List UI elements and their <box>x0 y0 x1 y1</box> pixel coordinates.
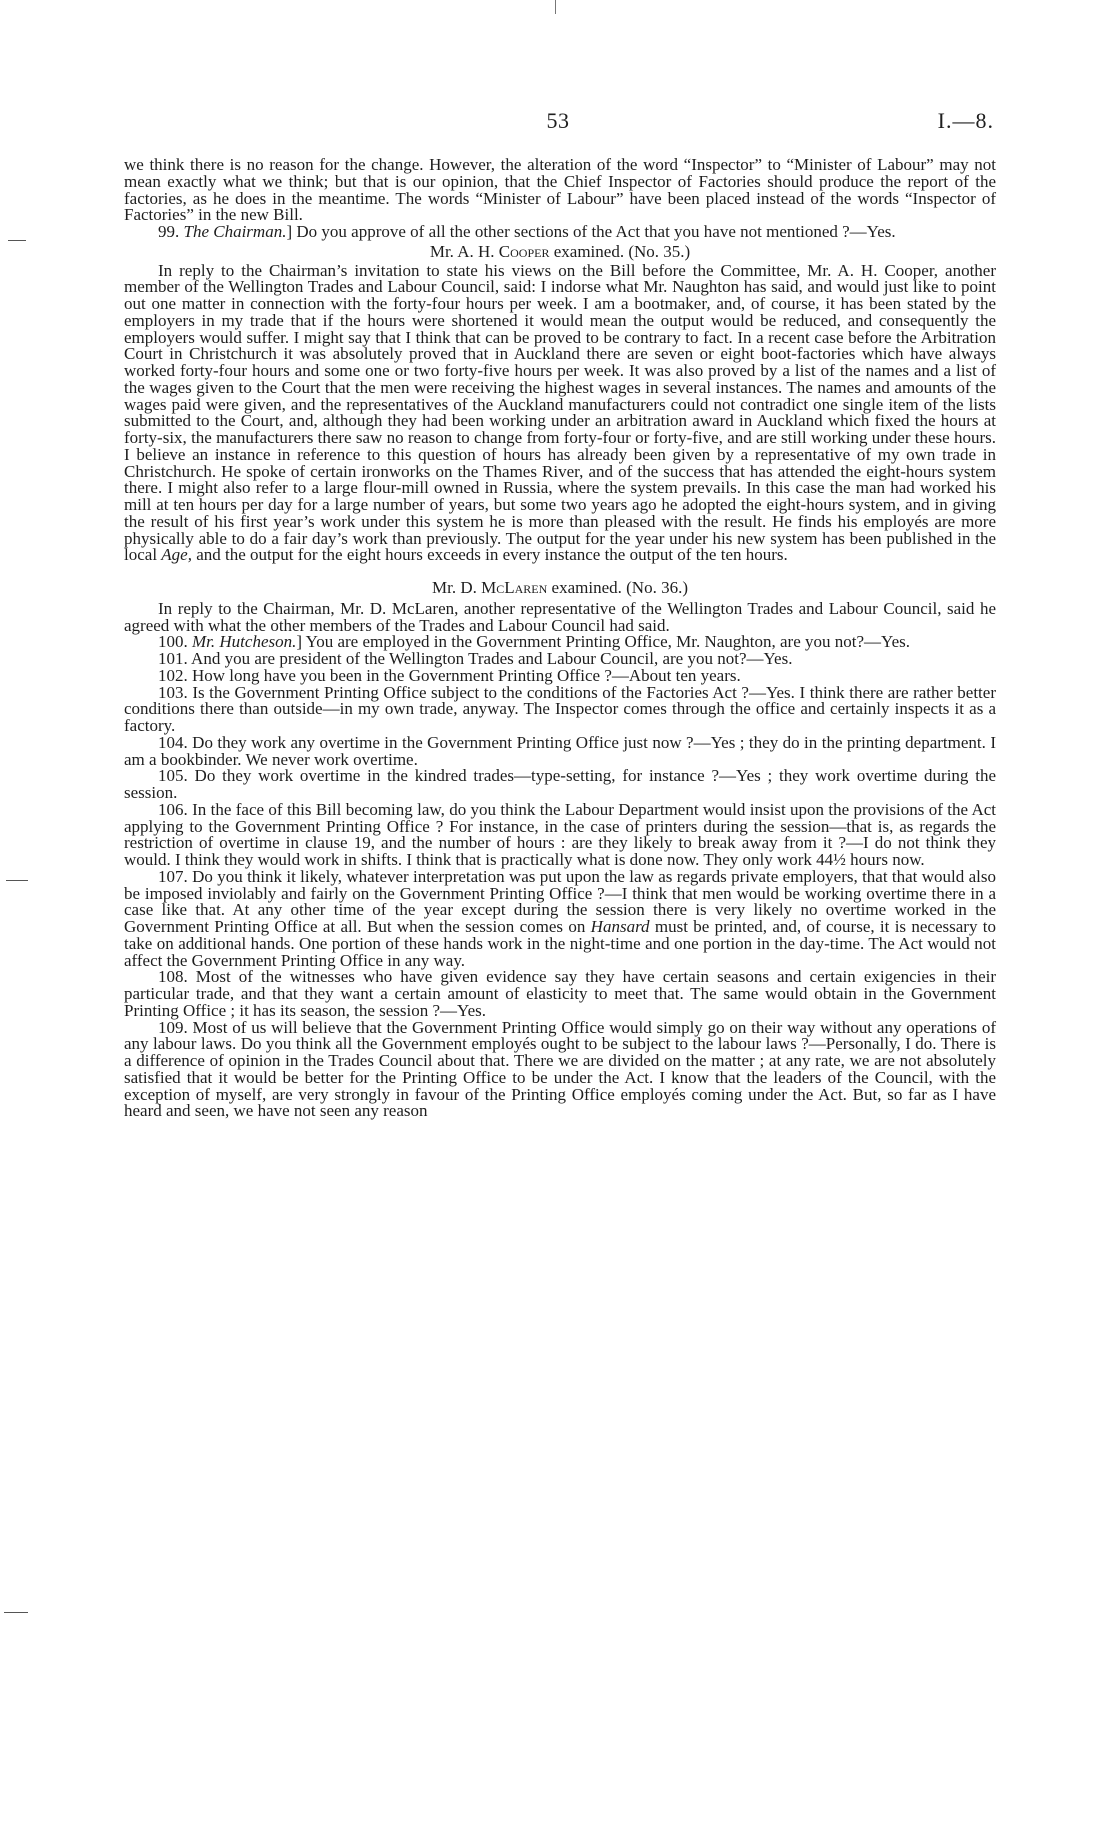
margin-mark-1 <box>8 240 26 241</box>
question-106: 106. In the face of this Bill becoming law, do you think the Labour Department would insist upon the provisions of the Act applying to the Government Printing Office ? For instance, in the case of printers during the session—that is, as regards the restriction of overtime in clause 19, and the number of hours : are they likely to break away from it ?—I do not think they would. I think they would work in shifts. I think that is practically what is done now. They only work 44½ hours now. <box>124 799 996 869</box>
question-109: 109. Most of us will believe that the Government Printing Office would simply go on their way without any operations of any labour laws. Do you think all the Government employés ought to be subject to the labour laws ?—Personally, I do. There is a difference of opinion in the Trades Council about that. There we are divided on the matter ; at any rate, we are not absolutely satisfied that it would be better for the Printing Office to be under the Act. I know that the leaders of the Council, with the exception of myself, are very strongly in favour of the Printing Office employés coming under the Act. But, so far as I have heard and seen, we have not seen any reason <box>124 1017 996 1121</box>
margin-mark-3 <box>4 1612 28 1613</box>
witness-surname: Cooper <box>498 241 550 261</box>
question-99 <box>124 224 996 241</box>
question-108: 108. Most of the witnesses who have given evidence say they have certain seasons and certain exigencies in their particular trade, and that they want a certain amount of elasticity to meet that. The same would obtain in the Government Printing Office ; it has its season, the session ?—Yes. <box>124 967 996 1020</box>
document-reference: I.—8. <box>937 108 994 133</box>
speaker-name: Mr. Hutcheson. <box>192 632 297 652</box>
question-101: 101. And you are president of the Wellington Trades and Labour Council, are you not?—Yes. <box>158 649 793 668</box>
question-104: 104. Do they work any overtime in the Government Printing Office just now ?—Yes ; they do in the printing department. I am a bookbinder. We never work overtime. <box>124 732 996 769</box>
speaker-name: The Chairman. <box>183 222 287 241</box>
page-number: 53 <box>546 108 570 133</box>
newspaper-title: Age, <box>161 545 192 565</box>
mclaren-statement: In reply to the Chairman, Mr. D. McLaren, another representative of the Wellington Trades and Labour Council, said he agreed with what the other members of the Trades and Labour Council had said. <box>124 598 996 635</box>
page-header <box>122 108 994 134</box>
question-text: ] Do you approve of all the other sections of the Act that you have not mentioned ?—Yes. <box>286 222 896 241</box>
question-102: 102. How long have you been in the Government Printing Office ?—About ten years. <box>158 665 741 685</box>
margin-mark-2 <box>6 880 28 881</box>
question-number: 99. <box>158 222 180 241</box>
question-103: 103. Is the Government Printing Office subject to the conditions of the Factories Act ?—Yes. I think there are rather better conditions there than outside—in my own trade, anyway. The Inspector comes through the office and certainly inspects it as a factory. <box>124 682 996 735</box>
section-heading-cooper: Mr. A. H. Cooper examined. (No. 35.) <box>429 241 691 261</box>
witness-surname: McLaren <box>481 578 548 597</box>
question-107: 107. Do you think it likely, whatever interpretation was put upon the law as regards private employers, that that would also be imposed inviolably and fairly on the Government Printing Office ?—I think that men would be working overtime there in a case like that. At any other time of the year except during the session there is very likely no overtime worked in the Government Printing Office at all. But when the session comes on Hansard must be printed, and, of course, it is necessary to take on additional hands. One portion of these hands work in the night-time and one portion in the day-time. The Act would not affect the Government Printing Office in any way. <box>124 866 996 970</box>
question-text: ] You are employed in the Government Printing Office, Mr. Naughton, are you not?—Yes. <box>296 632 911 652</box>
page-body <box>124 157 996 1120</box>
section-heading-mclaren: Mr. D. McLaren examined. (No. 36.) <box>432 578 688 597</box>
question-105: 105. Do they work overtime in the kindred trades—type-setting, for instance ?—Yes ; they work overtime during the session. <box>124 766 996 802</box>
cooper-statement: In reply to the Chairman’s invitation to state his views on the Bill before the Committee, Mr. A. H. Cooper, another member of the Wellington Trades and Labour Council, said: I indorse what Mr. Naughton has said, and would just like to point out one matter in connection with the forty-four hours per week. I am a bootmaker, and, of course, it has been stated by the employers in my trade that if the hours were shortened it would mean the output would be reduced, and consequently the employers would suffer. I might say that I think that can be proved to be contrary to fact. In a recent case before the Arbitration Court in Christchurch it was absolutely proved that in Auckland there are seven or eight boot-factories which have always worked forty-four hours and some one or two forty-five hours per week. It was also proved by a list of the names and a list of the wages given to the Court that the men were receiving the highest wages in several instances. The names and amounts of the wages paid were given, and the representatives of the Auckland manufacturers could not contradict one single item of the lists submitted to the Court, and, although they had been working under an arbitration award in Auckland which fixed the hours at forty-six, the manufacturers there saw no reason to change from forty-four or forty-five, and are still working under these hours. I believe an instance in reference to this question of hours has already been given by a representative of my own trade in Christchurch. He spoke of certain ironworks on the Thames River, and of the success that has attended the eight-hours system there. I might also refer to a large flour-mill owned in Russia, where the system prevails. In this case the man had worked his mill at ten hours per day for a large number of years, but some two years ago he adopted the eight-hours system, and in giving the result of his first year’s work under this system he is more than pleased with the result. He finds his employés are more physically able to do a fair day’s work than previously. The output for the year under his new system has been published in the local Age, and the output for the eight hours exceeds in every instance the output of the ten hours. <box>124 260 996 565</box>
scan-mark-top <box>555 0 556 14</box>
continuation-paragraph: we think there is no reason for the change. However, the alteration of the word “Inspector” to “Minister of Labour” may not mean exactly what we think; but that is our opinion, that the Chief Inspector of Factories should produce the report of the factories, as he does in the meantime. The words “Minister of Labour” have been placed instead of the words “Inspector of Factories” in the new Bill. <box>124 155 996 225</box>
question-number: 100. <box>158 632 188 652</box>
publication-title: Hansard <box>590 917 650 936</box>
